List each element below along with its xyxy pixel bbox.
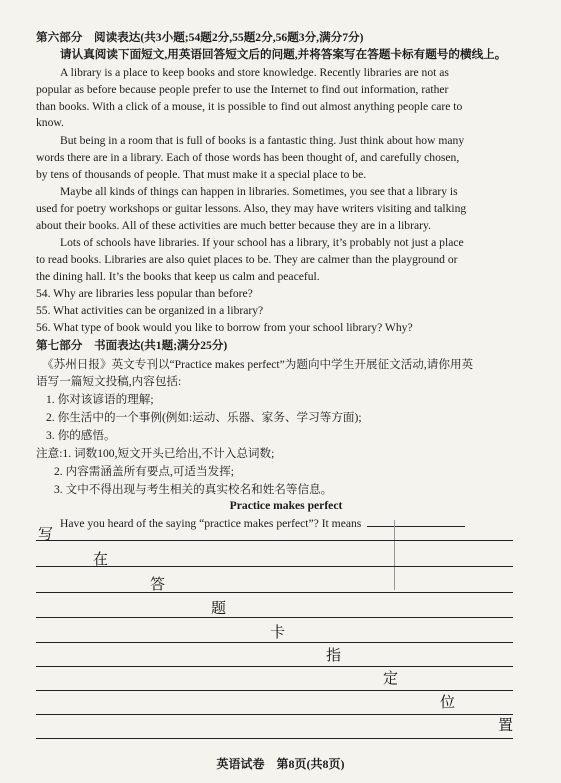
passage-line: But being in a room that is full of books is a fantastic thing. Just think about how many (60, 134, 465, 147)
writing-line (36, 642, 513, 643)
writing-line (36, 592, 513, 593)
passage-line: Lots of schools have libraries. If your school has a library, it’s probably not just a place (60, 236, 464, 249)
part7-prompt-line: 《苏州日报》英文专刊以“Practice makes perfect”为题向中学生开展征文活动,请你用英 (42, 358, 474, 371)
writing-line (36, 738, 513, 739)
essay-start (60, 516, 536, 531)
passage-line: the dining hall. It’s the books that keep us calm and peaceful. (36, 270, 320, 283)
writing-line (36, 714, 513, 715)
watermark-char: 写 (38, 525, 54, 543)
watermark-char: 置 (498, 716, 514, 734)
part7-prompt-line: 语写一篇短文投稿,内容包括: (36, 375, 182, 388)
passage-line: A library is a place to keep books and store knowledge. Recently libraries are not as (60, 66, 449, 79)
margin-mark (394, 520, 395, 590)
question-54: 54. Why are libraries less popular than before? (36, 287, 253, 300)
part7-heading: 第七部分 书面表达(共1题;满分25分) (36, 339, 228, 352)
watermark-char: 位 (440, 693, 456, 711)
note-item: 2. 内容需涵盖所有要点,可适当发挥; (54, 465, 235, 478)
passage-line: used for poetry workshops or guitar lessons. Also, they may have writers visiting and talking (36, 202, 467, 215)
content-point: 3. 你的感悟。 (46, 429, 116, 442)
passage-line: know. (36, 116, 64, 129)
question-56: 56. What type of book would you like to borrow from your school library? Why? (36, 321, 413, 334)
watermark-char: 题 (211, 599, 227, 617)
watermark-char: 在 (93, 550, 109, 568)
passage-line: than books. With a click of a mouse, it is possible to find out almost anything people care to (36, 100, 463, 113)
writing-line (36, 617, 513, 618)
passage-line: about their books. All of these activities are much better because they are in a library. (36, 219, 431, 232)
content-point: 2. 你生活中的一个事例(例如:运动、乐器、家务、学习等方面); (46, 411, 362, 424)
note-item: 3. 文中不得出现与考生相关的真实校名和姓名等信息。 (54, 483, 333, 496)
essay-blank (367, 516, 465, 527)
content-point: 1. 你对该谚语的理解; (46, 393, 154, 406)
passage-line: words there are in a library. Each of those words has been thought of, and carefully chosen, (36, 151, 460, 164)
page-footer: 英语试卷 第8页(共8页) (216, 757, 345, 771)
passage-line: popular as before because people prefer to use the Internet to find out information, rather (36, 83, 449, 96)
passage-line: to read books. Libraries are also quiet places to be. They are calmer than the playground or (36, 253, 458, 266)
essay-title: Practice makes perfect (229, 499, 343, 512)
watermark-char: 指 (326, 646, 342, 664)
part6-instruction: 请认真阅读下面短文,用英语回答短文后的问题,并将答案写在答题卡标有题号的横线上。 (60, 48, 507, 61)
passage-line: by tens of thousands of people. That must make it a special place to be. (36, 168, 367, 181)
watermark-char: 答 (150, 575, 166, 593)
question-55: 55. What activities can be organized in a library? (36, 304, 264, 317)
passage-line: Maybe all kinds of things can happen in libraries. Sometimes, you see that a library is (60, 185, 458, 198)
writing-line (36, 666, 513, 667)
part6-heading: 第六部分 阅读表达(共3小题;54题2分,55题2分,56题3分,满分7分) (36, 31, 364, 44)
writing-line (36, 540, 513, 541)
watermark-char: 定 (383, 669, 399, 687)
watermark-char: 卡 (270, 623, 286, 641)
essay-start-text: Have you heard of the saying “practice makes perfect”? It means (60, 517, 362, 530)
notes-title: 注意:1. 词数100,短文开头已给出,不计入总词数; (36, 447, 275, 460)
